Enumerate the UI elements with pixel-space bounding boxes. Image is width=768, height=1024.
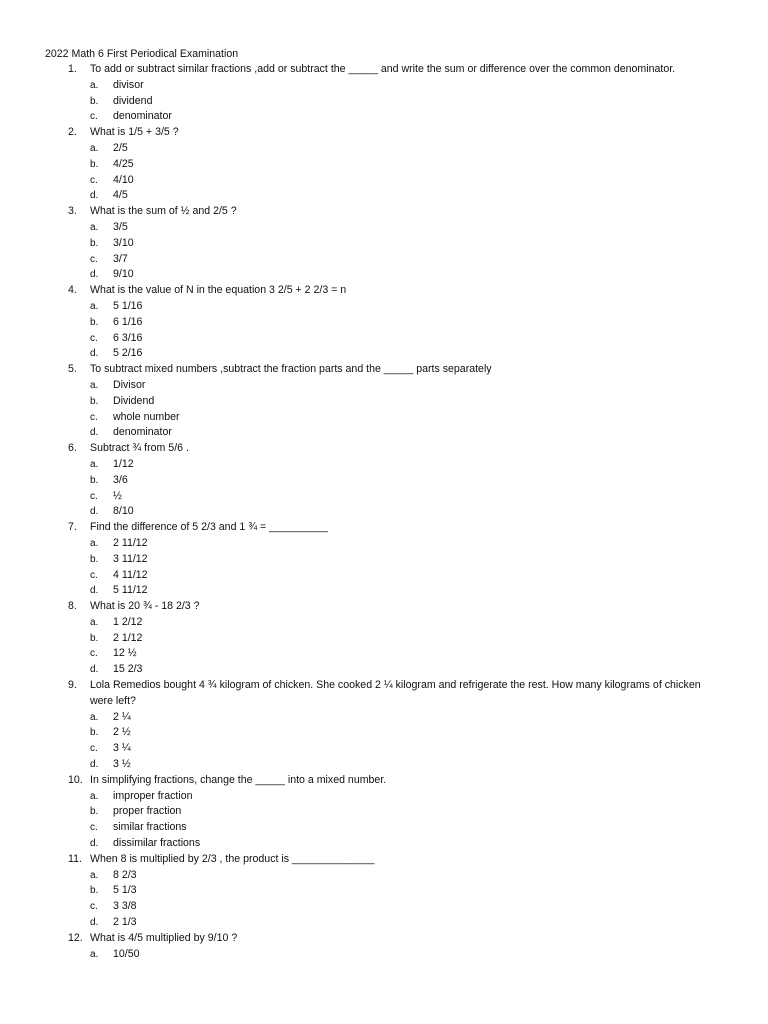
option-letter: d.: [90, 585, 99, 597]
option-text: similar fractions: [113, 821, 187, 834]
answer-option: [90, 331, 720, 347]
answer-option: [90, 236, 720, 252]
answer-option: [90, 346, 720, 362]
option-letter: c.: [90, 901, 98, 913]
option-text: Divisor: [113, 378, 146, 391]
option-letter: c.: [90, 332, 98, 344]
answer-options: [90, 220, 720, 283]
answer-option: [90, 804, 720, 820]
answer-option: [90, 899, 720, 915]
option-letter: a.: [90, 790, 99, 802]
answer-option: [90, 473, 720, 489]
answer-options: [90, 378, 720, 441]
option-letter: d.: [90, 664, 99, 676]
answer-options: [90, 710, 720, 773]
question-number: 4.: [68, 284, 77, 297]
answer-option: [90, 536, 720, 552]
option-text: 9/10: [113, 268, 134, 281]
answer-options: [90, 789, 720, 852]
answer-option: [90, 662, 720, 678]
question-item: [0, 125, 768, 204]
option-text: 3/6: [113, 473, 128, 486]
option-text: improper fraction: [113, 789, 193, 802]
answer-option: [90, 109, 720, 125]
option-letter: d.: [90, 269, 99, 281]
answer-options: [90, 536, 720, 599]
answer-option: [90, 947, 720, 963]
answer-option: [90, 883, 720, 899]
question-text: What is the sum of ½ and 2/5 ?: [90, 205, 237, 218]
option-letter: b.: [90, 727, 99, 739]
option-text: 3 3/8: [113, 900, 137, 913]
option-letter: b.: [90, 395, 99, 407]
answer-options: [90, 868, 720, 931]
option-letter: b.: [90, 316, 99, 328]
question-text: Subtract ¾ from 5/6 .: [90, 442, 189, 455]
answer-option: [90, 267, 720, 283]
answer-option: [90, 615, 720, 631]
answer-option: [90, 94, 720, 110]
answer-options: [90, 78, 720, 125]
question-text: What is 1/5 + 3/5 ?: [90, 126, 179, 139]
answer-option: [90, 425, 720, 441]
option-letter: a.: [90, 300, 99, 312]
question-number: 8.: [68, 600, 77, 613]
question-number: 11.: [68, 852, 82, 865]
question-item: [0, 204, 768, 283]
answer-option: [90, 410, 720, 426]
option-text: 8 2/3: [113, 868, 137, 881]
option-text: dissimilar fractions: [113, 837, 201, 850]
option-text: ½: [113, 489, 122, 502]
option-letter: b.: [90, 474, 99, 486]
option-text: 5 1/16: [113, 299, 143, 312]
option-text: 6 1/16: [113, 315, 143, 328]
question-text: What is 4/5 multiplied by 9/10 ?: [90, 931, 238, 944]
answer-option: [90, 252, 720, 268]
answer-option: [90, 173, 720, 189]
option-letter: c.: [90, 648, 98, 660]
question-item: [0, 283, 768, 362]
question-text: When 8 is multiplied by 2/3 , the product is ______________: [90, 852, 375, 865]
option-text: whole number: [113, 410, 180, 423]
question-text: In simplifying fractions, change the _____ into a mixed number.: [90, 773, 387, 786]
option-letter: a.: [90, 458, 99, 470]
question-item: [0, 852, 768, 931]
option-text: 5 2/16: [113, 347, 143, 360]
option-text: 6 3/16: [113, 331, 143, 344]
question-item: [0, 599, 768, 678]
answer-option: [90, 868, 720, 884]
question-text: To add or subtract similar fractions ,add or subtract the _____ and write the sum or difference over the common denominator.: [90, 63, 676, 75]
answer-option: [90, 504, 720, 520]
answer-option: [90, 631, 720, 647]
question-item: [0, 362, 768, 441]
question-text: What is the value of N in the equation 3 2/5 + 2 2/3 = n: [90, 284, 347, 297]
option-text: 5 11/12: [113, 584, 148, 597]
option-text: 1 2/12: [113, 615, 143, 628]
option-letter: c.: [90, 743, 98, 755]
answer-option: [90, 757, 720, 773]
question-number: 7.: [68, 521, 77, 534]
option-letter: d.: [90, 427, 99, 439]
option-text: 2 ¼: [113, 710, 131, 723]
option-text: 10/50: [113, 947, 140, 960]
option-text: 3 ¼: [113, 742, 131, 755]
question-item: [0, 773, 768, 852]
option-letter: b.: [90, 885, 99, 897]
question-item: [0, 931, 768, 963]
option-letter: d.: [90, 838, 99, 850]
option-text: 3/10: [113, 236, 134, 249]
option-letter: a.: [90, 711, 99, 723]
option-letter: d.: [90, 190, 99, 202]
answer-option: [90, 710, 720, 726]
option-text: 4/25: [113, 157, 134, 170]
option-letter: b.: [90, 553, 99, 565]
question-number: 1.: [68, 63, 77, 75]
option-text: 2 ½: [113, 726, 131, 739]
question-list: [0, 62, 768, 962]
option-text: 2 1/12: [113, 631, 143, 644]
option-text: 12 ½: [113, 647, 137, 660]
option-text: 3 ½: [113, 758, 131, 771]
answer-option: [90, 915, 720, 931]
option-letter: c.: [90, 490, 98, 502]
option-letter: a.: [90, 948, 99, 960]
answer-option: [90, 552, 720, 568]
answer-options: [90, 141, 720, 204]
option-letter: c.: [90, 569, 98, 581]
answer-option: [90, 583, 720, 599]
question-number: 3.: [68, 205, 77, 218]
option-letter: c.: [90, 253, 98, 265]
answer-option: [90, 299, 720, 315]
answer-option: [90, 378, 720, 394]
question-item: [0, 520, 768, 599]
question-item: [0, 678, 768, 773]
answer-options: [90, 615, 720, 678]
option-text: 4/10: [113, 173, 134, 186]
option-text: 2 11/12: [113, 536, 148, 549]
question-number: 10.: [68, 773, 83, 786]
answer-option: [90, 741, 720, 757]
option-text: 3 11/12: [113, 552, 148, 565]
answer-option: [90, 646, 720, 662]
option-letter: c.: [90, 822, 98, 834]
answer-option: [90, 489, 720, 505]
option-letter: a.: [90, 616, 99, 628]
question-item: [0, 62, 768, 125]
option-text: 2/5: [113, 141, 128, 154]
option-letter: b.: [90, 158, 99, 170]
option-text: proper fraction: [113, 805, 182, 818]
answer-option: [90, 315, 720, 331]
answer-option: [90, 394, 720, 410]
option-text: divisor: [113, 78, 144, 91]
answer-option: [90, 141, 720, 157]
option-text: 4/5: [113, 189, 128, 202]
option-letter: a.: [90, 379, 99, 391]
question-text: To subtract mixed numbers ,subtract the fraction parts and the _____ parts separately: [90, 363, 492, 376]
option-letter: b.: [90, 632, 99, 644]
answer-option: [90, 157, 720, 173]
option-text: denominator: [113, 110, 172, 123]
option-text: dividend: [113, 94, 153, 107]
option-letter: d.: [90, 917, 99, 929]
option-text: Dividend: [113, 394, 155, 407]
answer-options: [90, 299, 720, 362]
question-text: Lola Remedios bought 4 ¾ kilogram of chicken. She cooked 2 ¼ kilogram and refrigerate the rest. How many kilograms of chicken were left?: [90, 679, 701, 707]
answer-option: [90, 789, 720, 805]
answer-options: [90, 457, 720, 520]
option-text: 2 1/3: [113, 916, 137, 929]
option-letter: d.: [90, 506, 99, 518]
answer-option: [90, 836, 720, 852]
option-text: 4 11/12: [113, 568, 148, 581]
answer-options: [90, 947, 720, 963]
option-letter: b.: [90, 806, 99, 818]
option-letter: a.: [90, 142, 99, 154]
option-text: 5 1/3: [113, 884, 137, 897]
question-text: What is 20 ¾ - 18 2/3 ?: [90, 600, 200, 613]
answer-option: [90, 725, 720, 741]
answer-option: [90, 820, 720, 836]
answer-option: [90, 457, 720, 473]
option-text: 15 2/3: [113, 663, 143, 676]
question-number: 12.: [68, 931, 83, 944]
option-letter: a.: [90, 537, 99, 549]
question-number: 6.: [68, 442, 77, 455]
question-text: Find the difference of 5 2/3 and 1 ¾ = __________: [90, 521, 329, 534]
answer-option: [90, 220, 720, 236]
answer-option: [90, 568, 720, 584]
answer-option: [90, 188, 720, 204]
option-letter: c.: [90, 111, 98, 123]
option-letter: c.: [90, 174, 98, 186]
question-number: 9.: [68, 679, 77, 692]
option-text: 3/5: [113, 220, 128, 233]
option-letter: b.: [90, 95, 99, 107]
option-letter: a.: [90, 221, 99, 233]
option-letter: a.: [90, 79, 99, 91]
option-letter: d.: [90, 759, 99, 771]
option-letter: a.: [90, 869, 99, 881]
question-number: 5.: [68, 363, 77, 376]
option-text: 8/10: [113, 505, 134, 518]
question-item: [0, 441, 768, 520]
option-text: 1/12: [113, 457, 134, 470]
option-text: 3/7: [113, 252, 128, 265]
option-letter: c.: [90, 411, 98, 423]
answer-option: [90, 78, 720, 94]
option-text: denominator: [113, 426, 172, 439]
exam-title: 2022 Math 6 First Periodical Examination: [45, 48, 239, 60]
option-letter: d.: [90, 348, 99, 360]
question-number: 2.: [68, 126, 77, 139]
option-letter: b.: [90, 237, 99, 249]
